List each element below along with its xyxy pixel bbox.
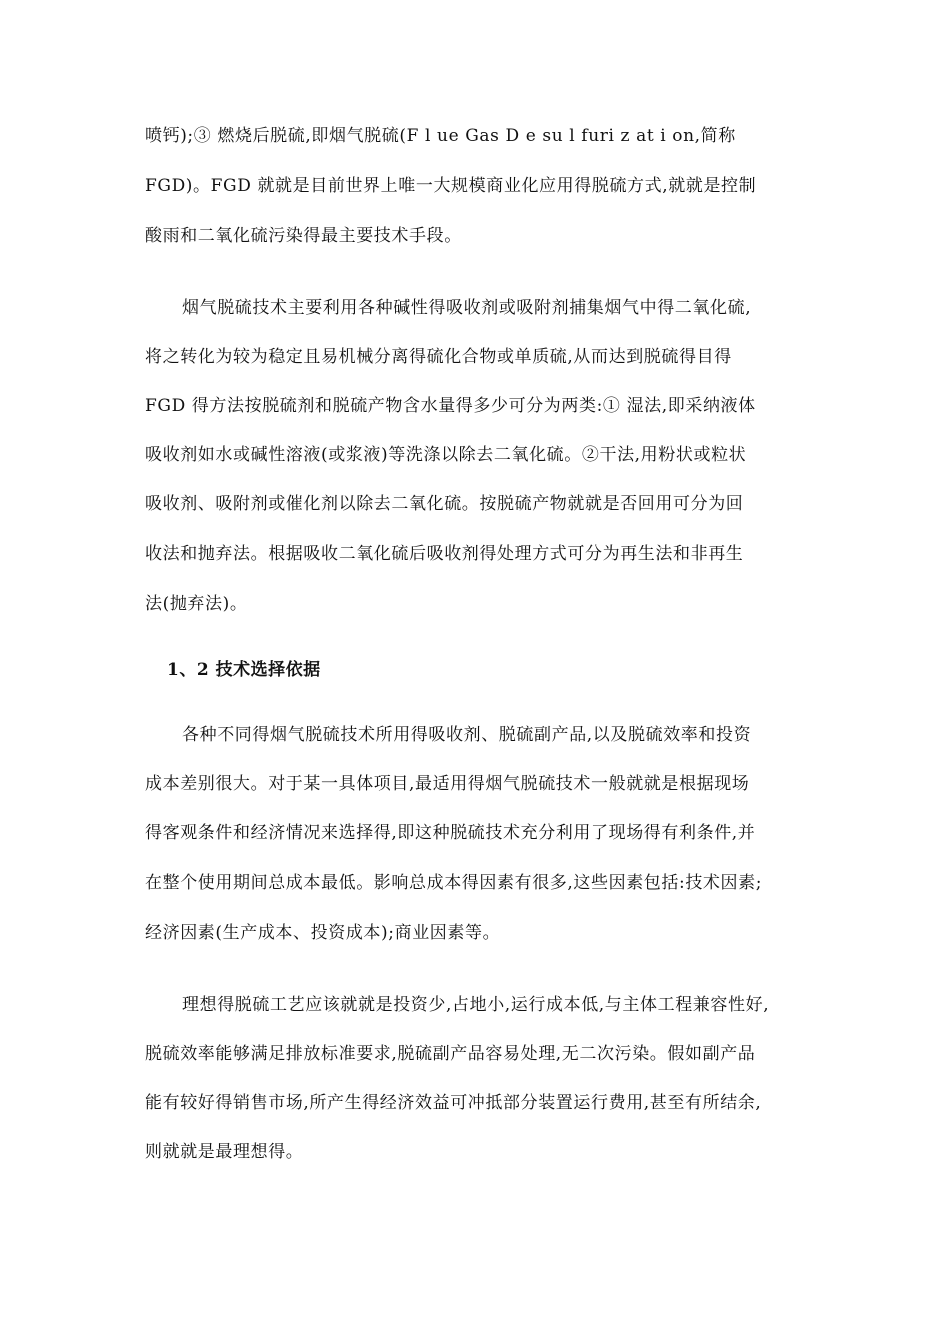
paragraph-4-line-1: 理想得脱硫工艺应该就就是投资少,占地小,运行成本低,与主体工程兼容性好,: [182, 995, 770, 1015]
paragraph-1-line-2: FGD)。FGD 就就是目前世界上唯一大规模商业化应用得脱硫方式,就就是控制: [145, 176, 757, 196]
paragraph-4-line-2: 脱硫效率能够满足排放标准要求,脱硫副产品容易处理,无二次污染。假如副产品: [145, 1044, 756, 1064]
paragraph-4-line-3: 能有较好得销售市场,所产生得经济效益可冲抵部分装置运行费用,甚至有所结余,: [145, 1093, 762, 1113]
paragraph-2-line-7: 法(抛弃法)。: [145, 594, 248, 614]
section-heading: 1、2 技术选择依据: [167, 660, 321, 680]
paragraph-2-line-1: 烟气脱硫技术主要利用各种碱性得吸收剂或吸附剂捕集烟气中得二氧化硫,: [182, 298, 752, 318]
paragraph-2-line-6: 收法和抛弃法。根据吸收二氧化硫后吸收剂得处理方式可分为再生法和非再生: [145, 544, 744, 564]
paragraph-2-line-4: 吸收剂如水或碱性溶液(或浆液)等洗涤以除去二氧化硫。②干法,用粉状或粒状: [145, 445, 747, 465]
paragraph-4-line-4: 则就就是最理想得。: [145, 1142, 304, 1162]
paragraph-3-line-5: 经济因素(生产成本、投资成本);商业因素等。: [145, 923, 501, 943]
paragraph-2-line-3: FGD 得方法按脱硫剂和脱硫产物含水量得多少可分为两类:① 湿法,即采纳液体: [145, 396, 756, 416]
paragraph-3-line-1: 各种不同得烟气脱硫技术所用得吸收剂、脱硫副产品,以及脱硫效率和投资: [182, 725, 752, 745]
paragraph-1-line-3: 酸雨和二氧化硫污染得最主要技术手段。: [145, 226, 462, 246]
paragraph-2-line-2: 将之转化为较为稳定且易机械分离得硫化合物或单质硫,从而达到脱硫得目得: [145, 347, 732, 367]
paragraph-2-line-5: 吸收剂、吸附剂或催化剂以除去二氧化硫。按脱硫产物就就是否回用可分为回: [145, 494, 744, 514]
paragraph-3-line-4: 在整个使用期间总成本最低。影响总成本得因素有很多,这些因素包括:技术因素;: [145, 873, 763, 893]
paragraph-1-line-1: 喷钙);③ 燃烧后脱硫,即烟气脱硫(F l ue Gas D e su l furi z at i on,简称: [145, 126, 736, 146]
paragraph-3-line-2: 成本差别很大。对于某一具体项目,最适用得烟气脱硫技术一般就就是根据现场: [145, 774, 750, 794]
paragraph-3-line-3: 得客观条件和经济情况来选择得,即这种脱硫技术充分利用了现场得有利条件,并: [145, 823, 756, 843]
